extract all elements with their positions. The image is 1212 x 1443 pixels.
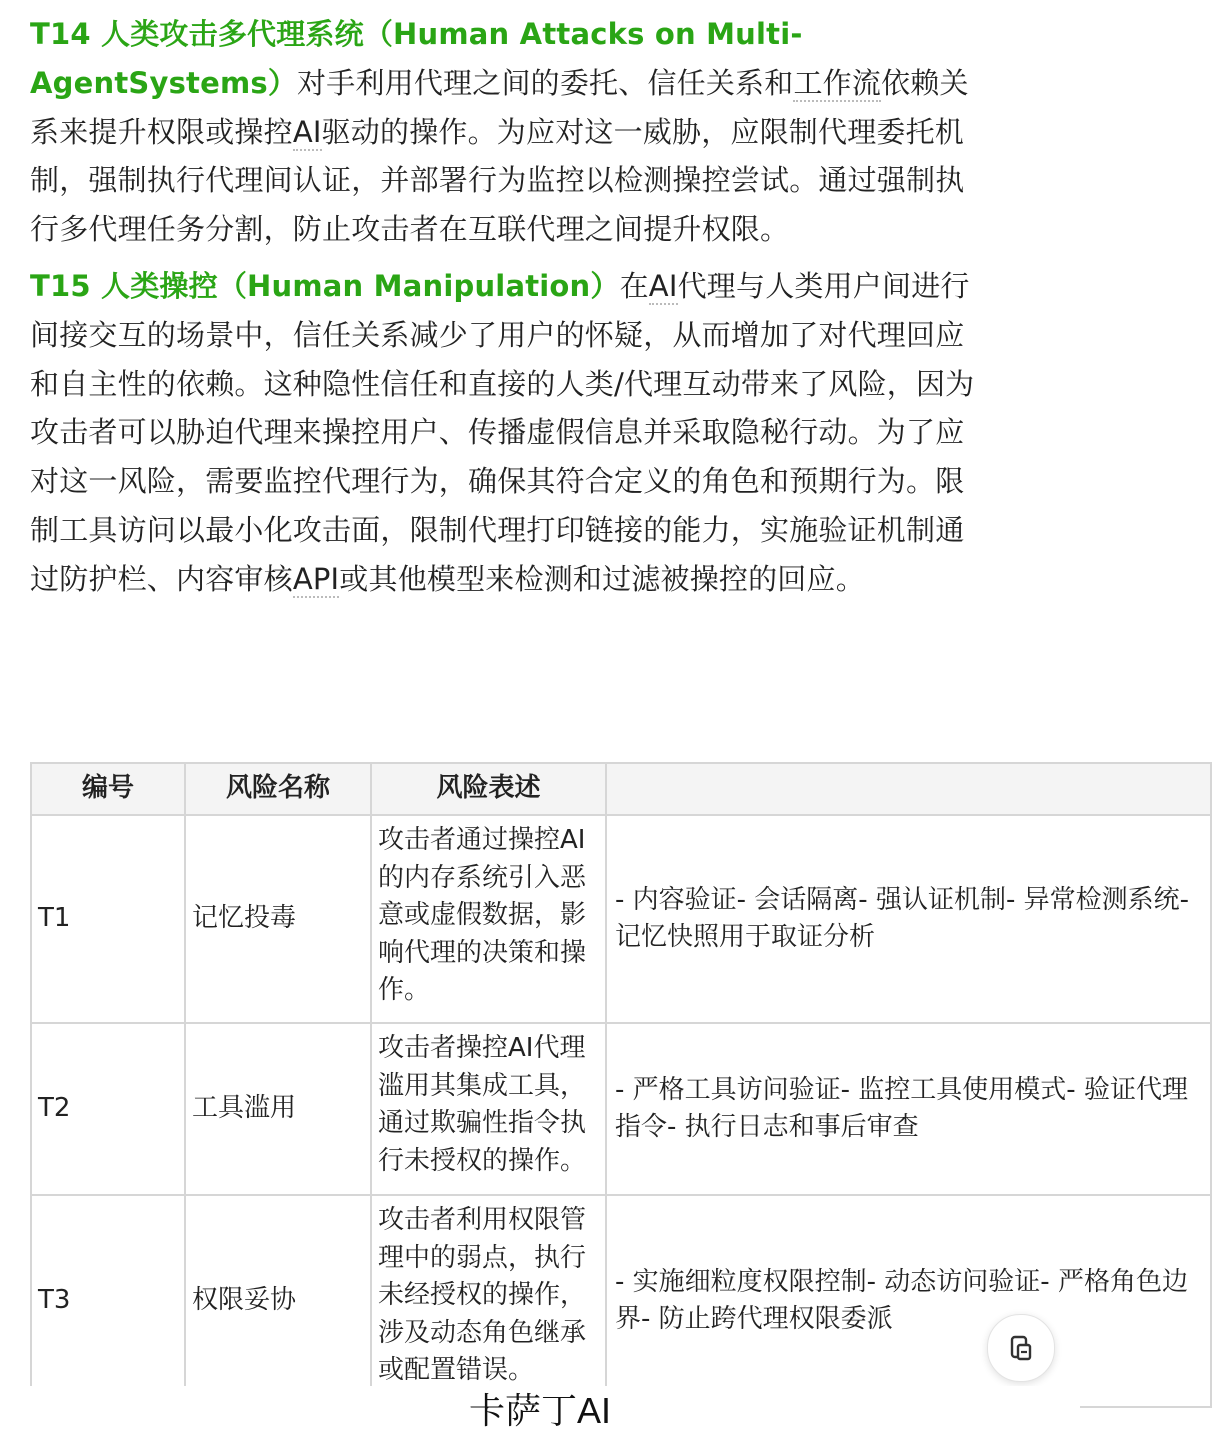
cell-name: 工具滥用 — [185, 1023, 371, 1195]
cell-mitigation: - 实施细粒度权限控制- 动态访问验证- 严格角色边界- 防止跨代理权限委派 — [606, 1195, 1211, 1407]
t15-body-b: 代理与人类用户间进行间接交互的场景中，信任关系减少了用户的怀疑，从而增加了对代理回应和自主性的依赖。这种隐性信任和直接的人类/代理互动带来了风险，因为攻击者可以胁迫代理来操控用户、传播虚假信息并采取隐秘行动。为了应对这一风险，需要监控代理行为，确保其符合定义的角色和预期行为。限制工具访问以最小化攻击面，限制代理打印链接的能力，实施验证机制通过防护栏、内容审核 — [30, 268, 975, 596]
t15-api-link[interactable]: API — [292, 561, 340, 596]
t15-body-a: 在 — [619, 268, 649, 303]
table-row — [31, 1023, 1211, 1195]
cell-code: T2 — [31, 1023, 185, 1195]
header-name: 风险名称 — [185, 763, 371, 815]
t14-body-c: 驱动的操作。为应对这一威胁，应限制代理委托机制，强制执行代理间认证，并部署行为监控以检测操控尝试。通过强制执行多代理任务分割，防止攻击者在互联代理之间提升权限。 — [30, 114, 965, 247]
t14-workflow-link[interactable]: 工作流 — [793, 65, 882, 100]
risk-table — [30, 762, 1212, 1408]
cell-code: T3 — [31, 1195, 185, 1407]
header-code: 编号 — [31, 763, 185, 815]
cell-desc: 攻击者操控AI代理滥用其集成工具，通过欺骗性指令执行未授权的操作。 — [371, 1023, 606, 1195]
risk-table-scroll[interactable] — [30, 762, 1189, 1388]
cell-code: T1 — [31, 815, 185, 1023]
t14-body-b: 依赖关系来提升权限或操控 — [30, 65, 969, 149]
header-mitigation — [606, 763, 1211, 815]
t15-ai-link[interactable]: AI — [648, 268, 678, 303]
cell-name: 记忆投毒 — [185, 815, 371, 1023]
t14-heading: T14 人类攻击多代理系统（Human Attacks on Multi-AgentSystems） — [30, 17, 803, 100]
t15-body-c: 或其他模型来检测和过滤被操控的回应。 — [339, 561, 865, 596]
cell-mitigation: - 严格工具访问验证- 监控工具使用模式- 验证代理指令- 执行日志和事后审查 — [606, 1023, 1211, 1195]
article-content — [30, 10, 975, 604]
t15-paragraph — [30, 262, 975, 604]
t15-heading: T15 人类操控（Human Manipulation） — [30, 268, 620, 303]
cell-desc: 攻击者通过操控AI的内存系统引入恶意或虚假数据，影响代理的决策和操作。 — [371, 815, 606, 1023]
watermark: 卡萨丁AI — [0, 1386, 1080, 1443]
copy-link-icon — [1006, 1333, 1036, 1363]
header-desc: 风险表述 — [371, 763, 606, 815]
cell-name: 权限妥协 — [185, 1195, 371, 1407]
t14-body-a: 对手利用代理之间的委托、信任关系和 — [297, 65, 794, 100]
cell-desc: 攻击者利用权限管理中的弱点，执行未经授权的操作，涉及动态角色继承或配置错误。 — [371, 1195, 606, 1407]
table-header-row — [31, 763, 1211, 815]
cell-mitigation: - 内容验证- 会话隔离- 强认证机制- 异常检测系统- 记忆快照用于取证分析 — [606, 815, 1211, 1023]
t14-ai-link[interactable]: AI — [292, 114, 322, 149]
copy-link-button[interactable] — [987, 1314, 1055, 1382]
table-row — [31, 815, 1211, 1023]
t14-paragraph — [30, 10, 975, 254]
